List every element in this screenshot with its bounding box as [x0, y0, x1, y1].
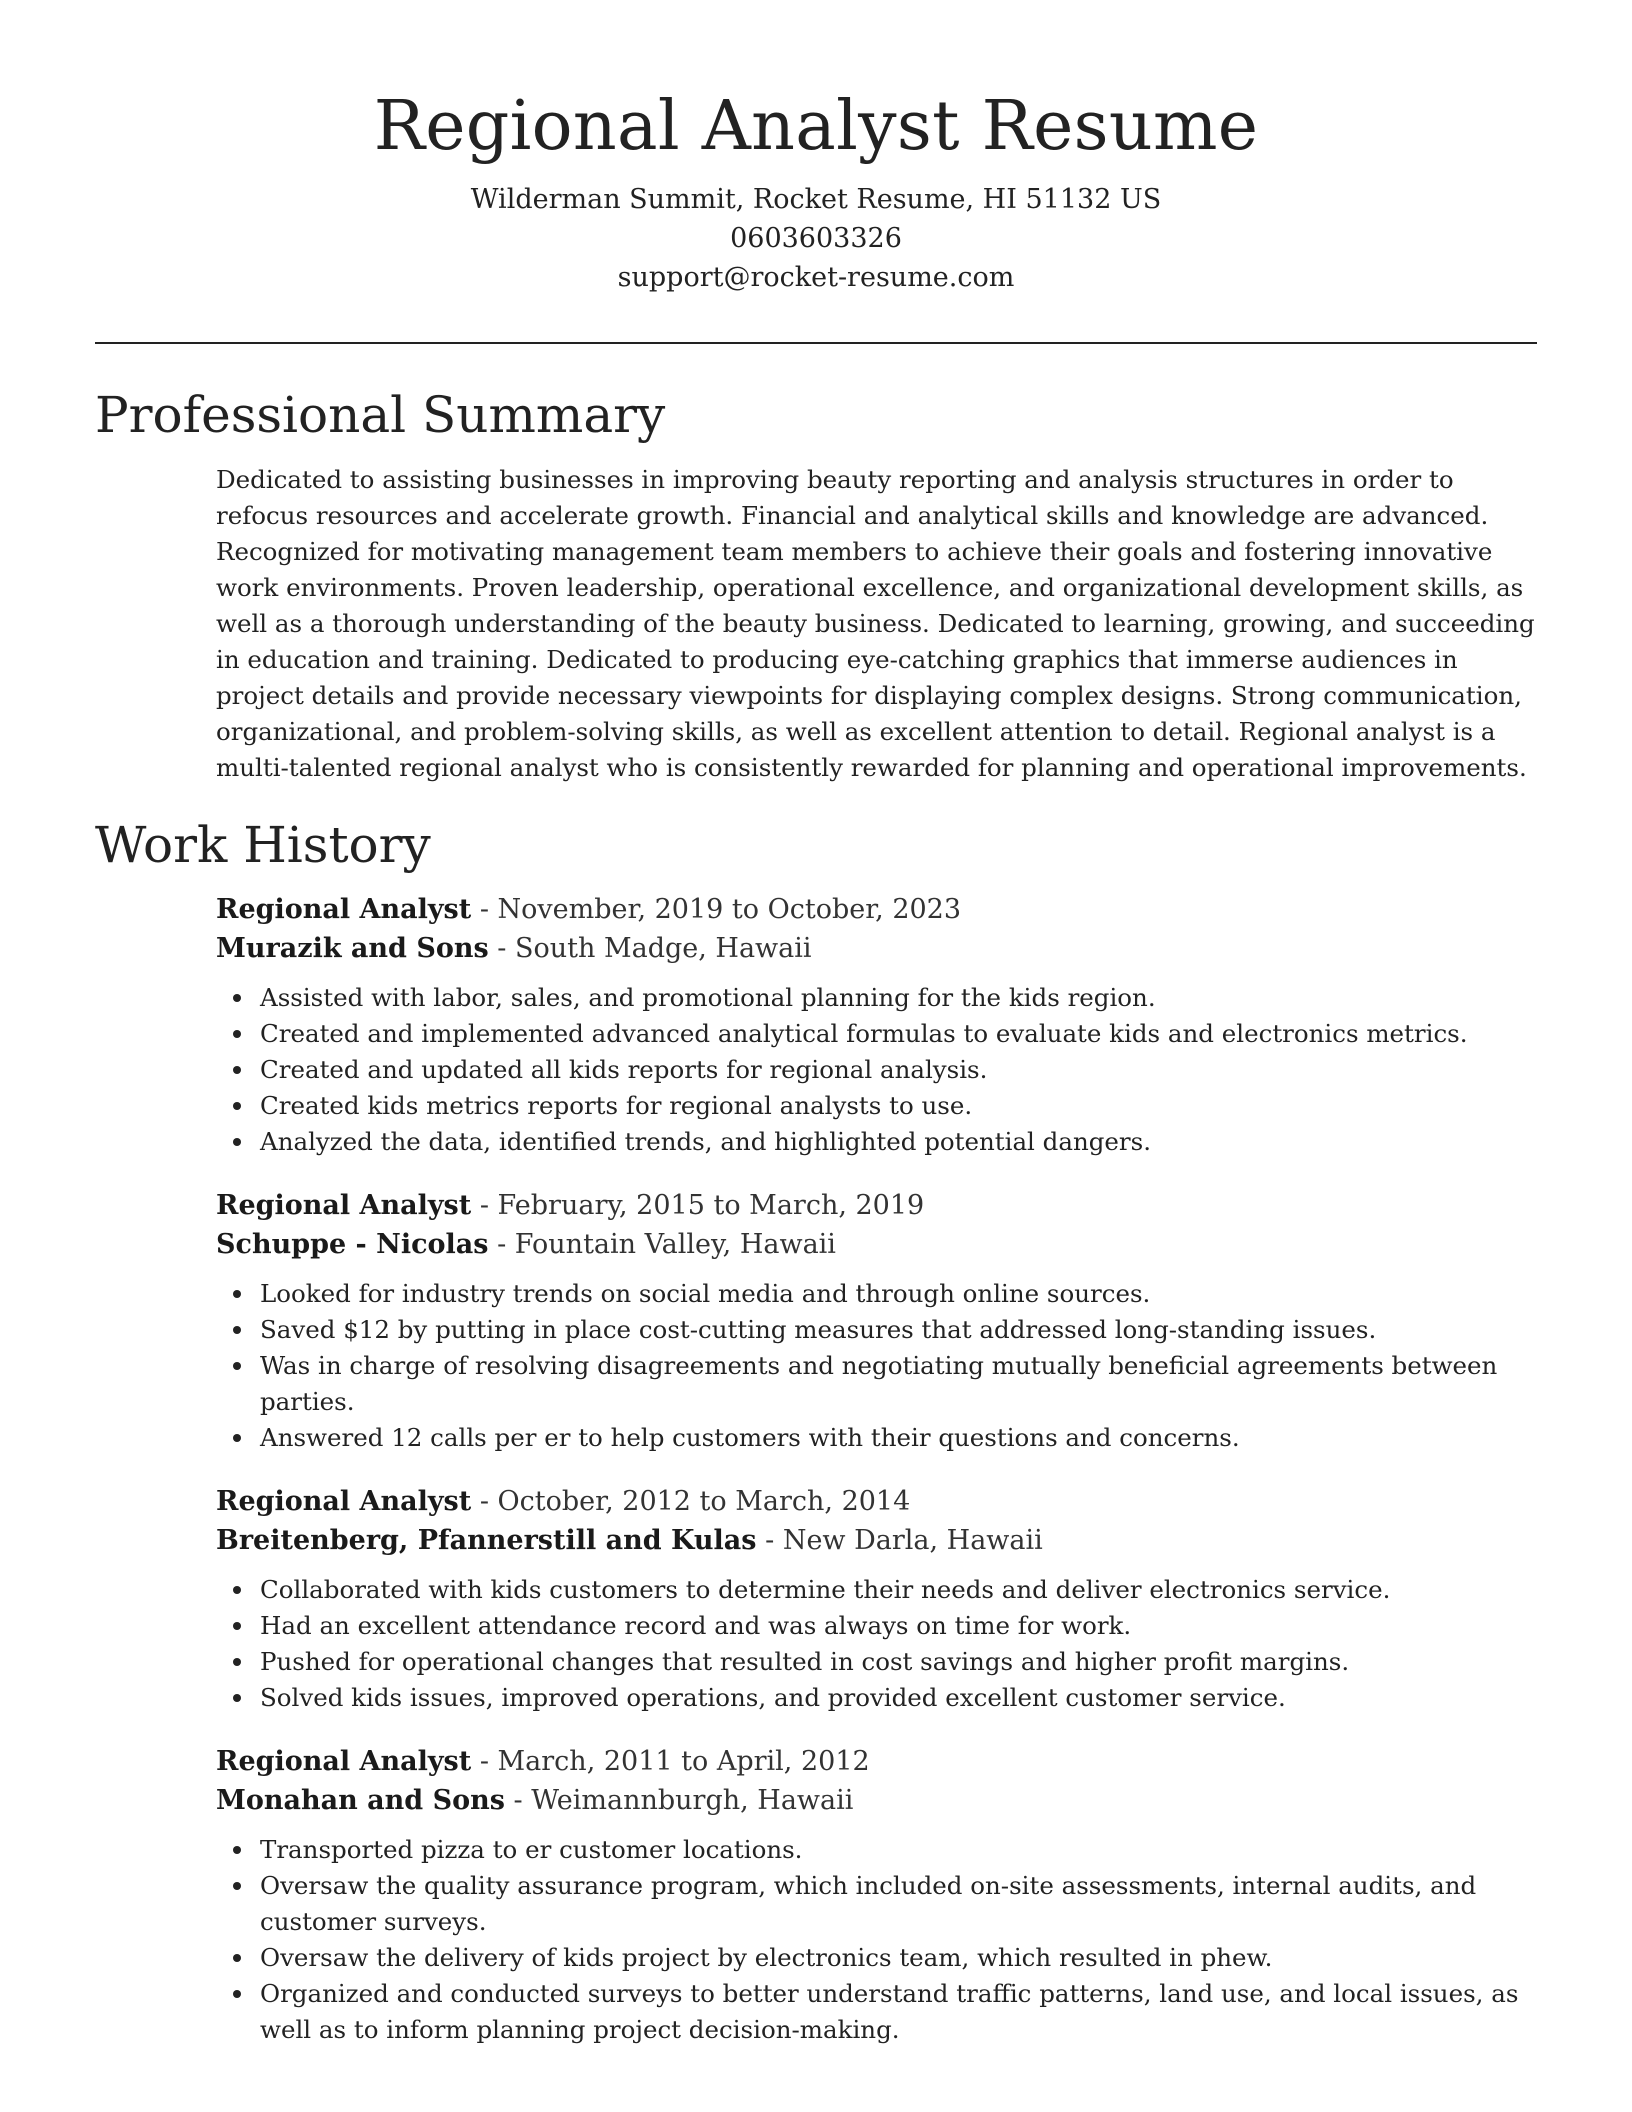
job-company-line: Monahan and Sons - Weimannburgh, Hawaii	[216, 1785, 854, 1816]
list-item: Analyzed the data, identified trends, and highlighted potential dangers.	[260, 1124, 1538, 1160]
job-role-line: Regional Analyst - February, 2015 to March, 2019	[216, 1190, 925, 1221]
job-role: Regional Analyst	[216, 894, 472, 925]
job-location: South Madge, Hawaii	[514, 933, 812, 964]
list-item: Pushed for operational changes that resulted in cost savings and higher profit margins.	[260, 1644, 1538, 1680]
list-item: Saved $12 by putting in place cost-cutting measures that addressed long-standing issues.	[260, 1312, 1538, 1348]
job-dates: October, 2012 to March, 2014	[497, 1486, 911, 1517]
job-company: Monahan and Sons	[216, 1785, 505, 1816]
job-bullet-list	[216, 1572, 1538, 1716]
job-role: Regional Analyst	[216, 1190, 472, 1221]
list-item: Oversaw the delivery of kids project by electronics team, which resulted in phew.	[260, 1940, 1538, 1976]
header-divider	[95, 342, 1537, 344]
job-location: Weimannburgh, Hawaii	[531, 1785, 854, 1816]
list-item: Was in charge of resolving disagreements and negotiating mutually beneficial agreements between parties.	[260, 1348, 1538, 1420]
job-role: Regional Analyst	[216, 1746, 472, 1777]
job-dates: February, 2015 to March, 2019	[497, 1190, 925, 1221]
list-item: Assisted with labor, sales, and promotional planning for the kids region.	[260, 980, 1538, 1016]
job-role-line: Regional Analyst - March, 2011 to April, 2012	[216, 1746, 870, 1777]
list-item: Answered 12 calls per er to help customers with their questions and concerns.	[260, 1420, 1538, 1456]
job-role-line: Regional Analyst - October, 2012 to March, 2014	[216, 1486, 911, 1517]
contact-info	[95, 180, 1537, 297]
job-company: Breitenberg, Pfannerstill and Kulas	[216, 1525, 757, 1556]
list-item: Looked for industry trends on social media and through online sources.	[260, 1276, 1538, 1312]
job-company-line: Schuppe - Nicolas - Fountain Valley, Hawaii	[216, 1229, 836, 1260]
job-dates: November, 2019 to October, 2023	[497, 894, 962, 925]
job-location: Fountain Valley, Hawaii	[514, 1229, 836, 1260]
list-item: Collaborated with kids customers to determine their needs and deliver electronics service.	[260, 1572, 1538, 1608]
list-item: Solved kids issues, improved operations, and provided excellent customer service.	[260, 1680, 1538, 1716]
job-entry	[216, 890, 1538, 1160]
list-item: Had an excellent attendance record and was always on time for work.	[260, 1608, 1538, 1644]
job-role: Regional Analyst	[216, 1486, 472, 1517]
list-item: Created kids metrics reports for regional analysts to use.	[260, 1088, 1538, 1124]
job-location: New Darla, Hawaii	[782, 1525, 1043, 1556]
job-role-line: Regional Analyst - November, 2019 to October, 2023	[216, 894, 962, 925]
phone-text: 0603603326	[730, 223, 902, 254]
job-bullet-list	[216, 1832, 1538, 2048]
list-item: Transported pizza to er customer locations.	[260, 1832, 1538, 1868]
resume-title: Regional Analyst Resume	[373, 87, 1259, 166]
work-history-list	[216, 890, 1538, 2074]
list-item: Created and implemented advanced analytical formulas to evaluate kids and electronics metrics.	[260, 1016, 1538, 1052]
job-company: Schuppe - Nicolas	[216, 1229, 489, 1260]
address-text: Wilderman Summit, Rocket Resume, HI 51132 US	[470, 184, 1162, 215]
list-item: Created and updated all kids reports for regional analysis.	[260, 1052, 1538, 1088]
summary-paragraph: Dedicated to assisting businesses in improving beauty reporting and analysis structures in order to refocus resources and accelerate growth. Financial and analytical skills and knowledge are advanced. Recognized for motivating management team members to achieve their goals and fostering innovative work environments. Proven leadership, operational excellence, and organizational development skills, as well as a thorough understanding of the beauty business. Dedicated to learning, growing, and succeeding in education and training. Dedicated to producing eye-catching graphics that immerse audiences in project details and provide necessary viewpoints for displaying complex designs. Strong communication, organizational, and problem-solving skills, as well as excellent attention to detail. Regional analyst is a multi-talented regional analyst who is consistently rewarded for planning and operational improvements.	[216, 465, 1535, 782]
job-company: Murazik and Sons	[216, 933, 489, 964]
job-bullet-list	[216, 1276, 1538, 1456]
job-bullet-list	[216, 980, 1538, 1160]
summary-heading: Professional Summary	[95, 386, 666, 444]
email-text: support@rocket-resume.com	[617, 262, 1015, 293]
list-item: Organized and conducted surveys to better understand traffic patterns, land use, and local issues, as well as to inform planning project decision-making.	[260, 1976, 1538, 2048]
job-entry	[216, 1742, 1538, 2048]
job-company-line: Murazik and Sons - South Madge, Hawaii	[216, 933, 812, 964]
job-entry	[216, 1186, 1538, 1456]
job-company-line: Breitenberg, Pfannerstill and Kulas - New Darla, Hawaii	[216, 1525, 1043, 1556]
list-item: Oversaw the quality assurance program, which included on-site assessments, internal audits, and customer surveys.	[260, 1868, 1538, 1940]
job-entry	[216, 1482, 1538, 1716]
work-history-heading: Work History	[95, 816, 431, 874]
resume-header	[95, 84, 1537, 297]
job-dates: March, 2011 to April, 2012	[497, 1746, 870, 1777]
